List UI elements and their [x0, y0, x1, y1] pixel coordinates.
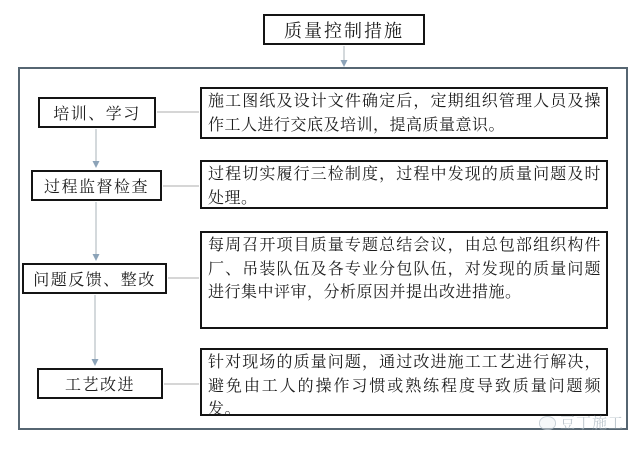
arrow-title-to-container [341, 46, 348, 67]
step-description: 施工图纸及设计文件确定后，定期组织管理人员及操作工人进行交底及培训，提高质量意识。 [208, 93, 601, 134]
desc-box-supervision [200, 160, 608, 209]
step-box-supervision [31, 170, 162, 201]
title-box [263, 14, 425, 45]
page-title: 质量控制措施 [284, 20, 404, 41]
watermark [539, 412, 624, 433]
step-description: 每周召开项目质量专题总结会议，由总包部组织构件厂、吊装队伍及各专业分包队伍，对发现的质量问题进行集中评审，分析原因并提出改进措施。 [208, 237, 601, 301]
desc-box-process-improvement [200, 348, 608, 416]
step-label: 问题反馈、整改 [33, 272, 156, 289]
step-description: 过程切实履行三检制度，过程中发现的质量问题及时处理。 [208, 166, 601, 207]
step-label: 过程监督检查 [43, 179, 149, 196]
watermark-text: 豆丁施工 [559, 416, 624, 432]
step-box-process-improvement [37, 368, 163, 399]
step-label: 培训、学习 [53, 106, 141, 123]
desc-box-training [200, 87, 608, 139]
watermark-logo-icon [539, 416, 556, 430]
step-box-training [38, 97, 156, 128]
step-box-feedback [22, 263, 167, 294]
step-label: 工艺改进 [64, 377, 135, 394]
desc-box-feedback [200, 231, 608, 329]
step-description: 针对现场的质量问题，通过改进施工工艺进行解决，避免由工人的操作习惯或熟练程度导致质量问题频发。 [208, 354, 601, 418]
